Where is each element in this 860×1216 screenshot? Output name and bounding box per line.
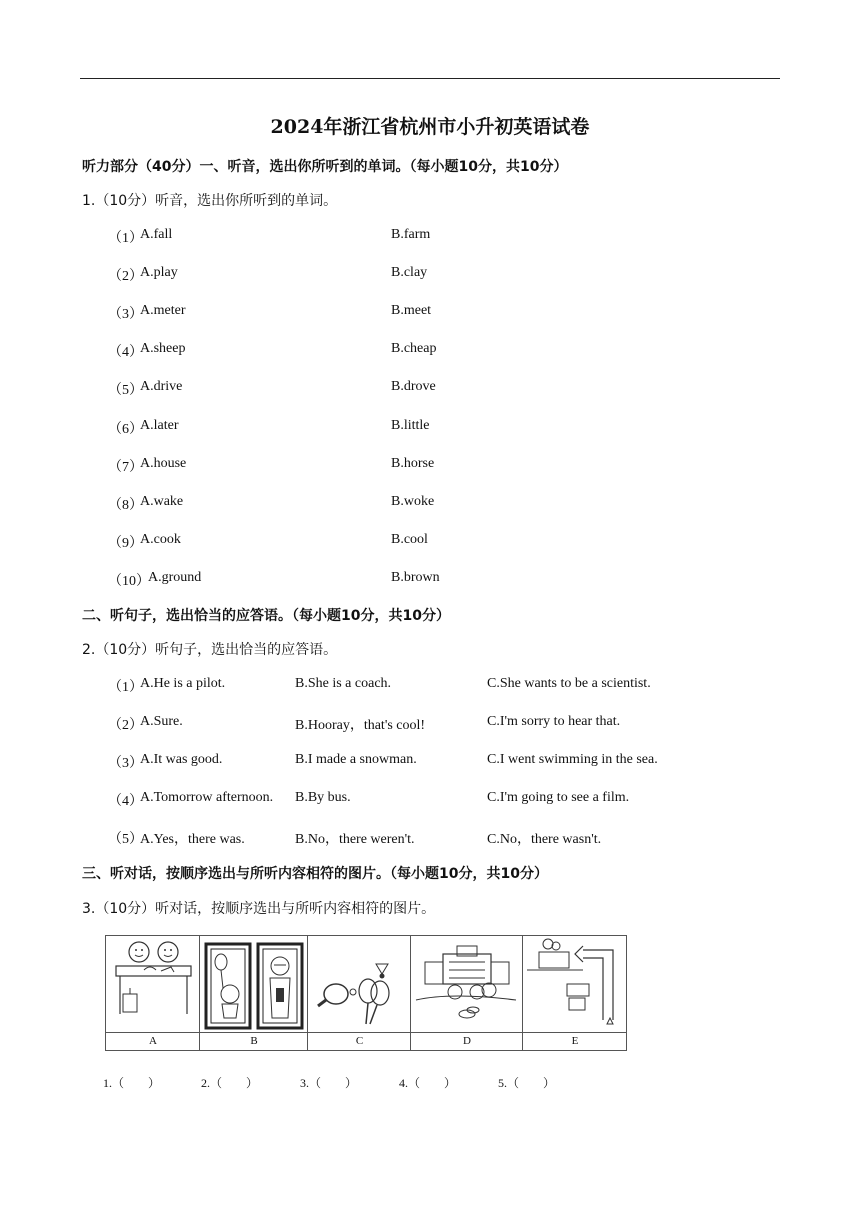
q1-option-b[interactable]: B.meet: [391, 303, 432, 319]
q1-option-b[interactable]: B.brown: [391, 569, 440, 585]
answer-blank-5[interactable]: 5.（ ）: [498, 1076, 556, 1090]
q1-item-row: [0, 494, 860, 514]
q2-item-row: [0, 828, 860, 848]
q1-item-number: （4）: [108, 345, 143, 361]
q2-option-c[interactable]: C.I'm going to see a film.: [487, 790, 630, 806]
q1-option-b[interactable]: B.horse: [391, 455, 435, 471]
q2-option-c[interactable]: C.I went swimming in the sea.: [487, 752, 658, 768]
q2-option-a[interactable]: A.Sure.: [140, 714, 183, 730]
school-building-icon: [411, 936, 523, 1032]
picture-label-b: B: [250, 1035, 258, 1047]
question-2-stem: 2.（10分）听句子，选出恰当的应答语。: [82, 642, 338, 658]
picture-a: [106, 936, 200, 1032]
q2-item-row: [0, 714, 860, 734]
picture-d: [411, 936, 523, 1032]
q2-item-row: [0, 790, 860, 810]
q2-option-b[interactable]: B.No，there weren't.: [295, 832, 415, 848]
q1-item-row: [0, 227, 860, 247]
q1-item-number: （1）: [108, 231, 143, 246]
q1-option-b[interactable]: B.cool: [391, 531, 428, 547]
picture-label-c: C: [355, 1035, 364, 1047]
rackets-icon: [308, 936, 411, 1032]
answer-blank-2[interactable]: 2.（ ）: [201, 1076, 259, 1090]
q2-item-row: [0, 676, 860, 696]
q2-item-number: （1）: [108, 680, 143, 695]
picture-label-e: E: [571, 1035, 579, 1047]
q1-item-row: [0, 303, 860, 323]
q1-option-b[interactable]: B.little: [391, 417, 430, 433]
q2-item-number: （3）: [108, 756, 143, 772]
q2-item-row: [0, 752, 860, 772]
section-2-heading: 二、听句子，选出恰当的应答语。（每小题10分，共10分）: [82, 608, 450, 624]
q1-option-b[interactable]: B.cheap: [391, 341, 437, 357]
answer-blank-1[interactable]: 1.（ ）: [103, 1076, 161, 1090]
q1-option-a[interactable]: A.play: [140, 265, 178, 281]
q1-item-row: [0, 341, 860, 361]
answer-blank-3[interactable]: 3.（ ）: [300, 1076, 358, 1090]
q1-option-a[interactable]: A.house: [140, 455, 187, 471]
answer-blank-4[interactable]: 4.（ ）: [399, 1076, 457, 1090]
q2-option-c[interactable]: C.I'm sorry to hear that.: [487, 714, 621, 730]
q2-option-a[interactable]: A.Yes，there was.: [140, 832, 245, 848]
q1-option-b[interactable]: B.woke: [391, 493, 435, 509]
picture-b: [200, 936, 308, 1032]
q2-item-number: （4）: [108, 794, 143, 810]
question-3-stem: 3.（10分）听对话，按顺序选出与所听内容相符的图片。: [82, 901, 436, 917]
q1-item-number: （2）: [108, 269, 143, 285]
q2-option-c[interactable]: C.She wants to be a scientist.: [487, 676, 651, 691]
q1-option-a[interactable]: A.meter: [140, 303, 186, 319]
section-3-heading: 三、听对话，按顺序选出与所听内容相符的图片。（每小题10分，共10分）: [82, 866, 548, 882]
q1-item-number: （7）: [108, 459, 143, 475]
q1-item-row: [0, 456, 860, 476]
q1-item-row: [0, 570, 860, 590]
q2-option-a[interactable]: A.He is a pilot.: [140, 676, 226, 691]
picture-c: [308, 936, 411, 1032]
q1-item-row: [0, 418, 860, 438]
q2-option-b[interactable]: B.By bus.: [295, 790, 351, 806]
q1-item-row: [0, 532, 860, 552]
q2-option-b[interactable]: B.She is a coach.: [295, 676, 392, 691]
picture-label-a: A: [149, 1035, 157, 1047]
q2-option-b[interactable]: B.I made a snowman.: [295, 752, 417, 768]
q1-option-b[interactable]: B.drove: [391, 379, 436, 395]
supermarket-direction-icon: [523, 936, 627, 1032]
q1-item-number: （3）: [108, 307, 143, 323]
q1-option-a[interactable]: A.cook: [140, 531, 181, 547]
q1-item-number: （9）: [108, 535, 143, 551]
q1-item-number: （5）: [108, 383, 143, 399]
header-rule: [80, 78, 780, 79]
picture-table: [105, 935, 627, 1051]
picture-labels: [106, 1032, 626, 1052]
q1-option-b[interactable]: B.farm: [391, 227, 431, 242]
picture-e: [523, 936, 627, 1032]
q2-option-a[interactable]: A.It was good.: [140, 752, 223, 768]
q1-option-a[interactable]: A.ground: [148, 569, 202, 585]
q1-option-a[interactable]: A.fall: [140, 227, 173, 242]
q2-item-number: （5）: [108, 832, 143, 848]
q2-option-c[interactable]: C.No，there wasn't.: [487, 832, 602, 848]
classroom-desk-icon: [106, 936, 200, 1032]
q1-option-a[interactable]: A.drive: [140, 379, 183, 395]
q1-item-number: （8）: [108, 497, 143, 513]
q1-item-row: [0, 265, 860, 285]
q2-option-b[interactable]: B.Hooray，that's cool!: [295, 718, 426, 734]
picture-label-d: D: [463, 1035, 471, 1047]
q1-option-a[interactable]: A.later: [140, 417, 179, 433]
q1-option-a[interactable]: A.wake: [140, 493, 184, 509]
portrait-frames-icon: [200, 936, 308, 1032]
q1-option-b[interactable]: B.clay: [391, 265, 428, 281]
q1-item-row: [0, 379, 860, 399]
q1-item-number: （6）: [108, 421, 143, 437]
q1-option-a[interactable]: A.sheep: [140, 341, 186, 357]
q2-item-number: （2）: [108, 718, 143, 734]
q1-item-number: （10）: [108, 573, 150, 589]
answer-blanks: [0, 1074, 860, 1094]
page-title: 2024年浙江省杭州市小升初英语试卷: [270, 116, 590, 138]
question-1-stem: 1.（10分）听音，选出你所听到的单词。: [82, 193, 338, 209]
section-1-heading: 听力部分（40分）一、听音，选出你所听到的单词。（每小题10分，共10分）: [82, 159, 568, 175]
q2-option-a[interactable]: A.Tomorrow afternoon.: [140, 790, 274, 806]
